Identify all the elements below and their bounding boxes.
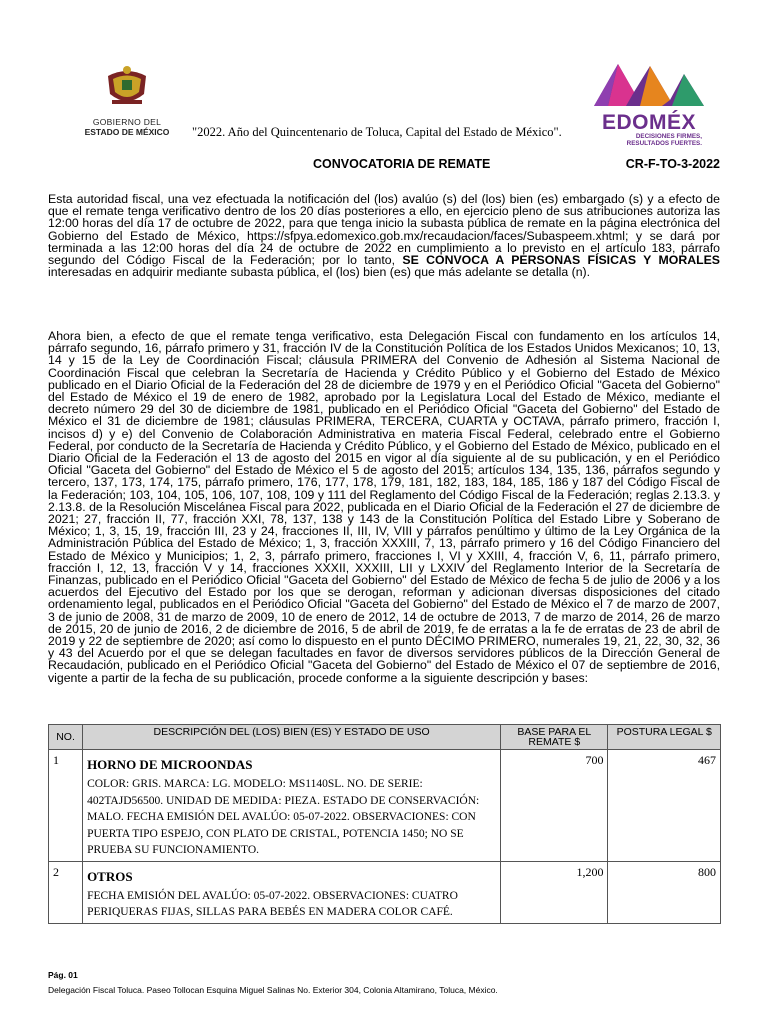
- footer-address: Delegación Fiscal Toluca. Paseo Tollocan Esquina Miguel Salinas No. Exterior 304, Colonia Altamirano, Toluca, México.: [48, 985, 498, 995]
- item-name: HORNO DE MICROONDAS: [87, 757, 253, 772]
- gobierno-logo: [72, 64, 182, 137]
- gob-line1: GOBIERNO DEL: [92, 117, 162, 127]
- row-base: 1,200: [501, 861, 608, 923]
- intro-text-b: interesadas en adquirir mediante subasta pública, el (los) bien (es) que más adelante se detalla (n).: [48, 265, 591, 280]
- table-row: [49, 750, 721, 862]
- header-description: DESCRIPCIÓN DEL (LOS) BIEN (ES) Y ESTADO DE USO: [83, 725, 501, 750]
- item-details: COLOR: GRIS. MARCA: LG. MODELO: MS1140SL. NO. DE SERIE: 402TAJD56500. UNIDAD DE MEDIDA: PIEZA. ESTADO DE CONSERVACIÓN: MALO. FECHA EMISIÓN DEL AVALÚO: 05-07-2022. OBSERVACIONES: CON PUERTA TIPO ESPEJO, CON PLATO DE CRISTAL, POTENCIA 1450; NO SE PRUEBA SU FUNCIONAMIENTO.: [87, 778, 480, 856]
- item-details: FECHA EMISIÓN DEL AVALÚO: 05-07-2022. OBSERVACIONES: CUATRO PERIQUERAS FIJAS, SILLAS PARA BEBÉS EN MADERA COLOR CAFÉ.: [87, 889, 458, 918]
- row-no: 2: [49, 861, 83, 923]
- table-header-row: [49, 725, 721, 750]
- intro-paragraph: [48, 193, 720, 278]
- page-number: Pág. 01: [48, 970, 78, 980]
- edomex-slogan-1: DECISIONES FIRMES,: [635, 133, 702, 140]
- row-postura: 467: [608, 750, 721, 862]
- edomex-slogan-2: RESULTADOS FUERTES.: [626, 140, 702, 147]
- row-base: 700: [501, 750, 608, 862]
- document-code: CR-F-TO-3-2022: [625, 157, 720, 171]
- row-postura: 800: [608, 861, 721, 923]
- edomex-peaks-icon: [588, 60, 710, 106]
- edomex-wordmark: EDOMÉX: [601, 111, 696, 134]
- edomex-logo: [588, 60, 710, 147]
- legal-basis-paragraph: Ahora bien, a efecto de que el remate tenga verificativo, esta Delegación Fiscal con fundamento en los artículos 14, párrafo segundo, 16, párrafo primero y 31, fracción IV de la Constitución Política de los Estados Unidos Mexicanos; 10, 13, 14 y 15 de la Ley de Coordinación Fiscal; cláusula PRIMERA del Convenio de Adhesión al Sistema Nacional de Coordinación Fiscal que celebran la Secretaría de Hacienda y Crédito Público y el Gobierno del Estado de México publicado en el Diario Oficial de la Federación del 28 de diciembre de 1979 y en el Periódico Oficial "Gaceta del Gobierno" del Estado de México el 19 de enero de 1982, aprobado por la Legislatura Local del Estado de México, mediante el decreto número 29 del 30 de diciembre de 1981, publicado en el Periódico Oficial "Gaceta del Gobierno" del Estado de México el 31 de diciembre de 1981; cláusulas PRIMERA, TERCERA, CUARTA y OCTAVA, párrafo primero, fracción I, incisos d) y e) del Convenio de Colaboración Administrativa en materia Fiscal Federal, celebrado entre el Gobierno Federal, por conducto de la Secretaría de Hacienda y Crédito Público, y el Gobierno del Estado de México, publicado en el Diario Oficial de la Federación el 13 de agosto del 2015 en vigor al día siguiente al de su publicación, y en el Periódico Oficial "Gaceta del Gobierno" del Estado de México el 5 de agosto del 2015; artículos 134, 135, 136, párrafos segundo y tercero, 137, 173, 174, 175, párrafo primero, 176, 177, 178, 179, 181, 182, 183, 184, 185, 186 y 187 del Código Fiscal de la Federación; 103, 104, 105, 106, 107, 108, 109 y 111 del Reglamento del Código Fiscal de la Federación; reglas 2.13.3. y 2.13.8. de la Resolución Miscelánea Fiscal para 2022, publicada en el Diario Oficial de la Federación el 27 de diciembre de 2021; 27, fracción II, 77, fracción XXI, 78, 137, 138 y 143 de la Constitución Política del Estado Libre y Soberano de México; 1, 3, 15, 19, fracción III, 23 y 24, fracciones II, III, IV, VIII y párrafos penúltimo y último de la Ley Orgánica de la Administración Pública del Estado de México; 1, 3, fracción XXXIII, 7, 13, párrafo primero y 16 del Código Financiero del Estado de México y Municipios; 1, 2, 3, párrafo primero, fracciones I, VI y XXIII, 4, fracción V, 6, 11, párrafo primero, fracción I, 12, 13, fracción V y 14, fracciones XXXII, XXXIII, LII y LXXIV del Reglamento Interior de la Secretaría de Finanzas, publicado en el Periódico Oficial "Gaceta del Gobierno" del Estado de México de fecha 5 de julio de 2006 y a los acuerdos del Ejecutivo del Estado por los que se derogan, reforman y adicionan diversas disposiciones del citado ordenamiento legal, publicados en el Periódico Oficial "Gaceta del Gobierno" del Estado de México el 7 de marzo de 2007, 3 de junio de 2008, 31 de marzo de 2009, 10 de enero de 2012, 14 de octubre de 2013, 7 de marzo de 2014, 26 de marzo de 2015, 20 de junio de 2016, 2 de diciembre de 2016, 5 de abril de 2019, fe de erratas a la fe de erratas de 23 de abril de 2019 y 22 de septiembre de 2020; así como lo dispuesto en el punto DÉCIMO PRIMERO, numerales 19, 21, 22, 30, 32, 36 y 43 del Acuerdo por el que se delegan facultades en favor de diversos servidores públicos de la Dirección General de Recaudación, publicado en el Periódico Oficial "Gaceta del Gobierno" del Estado de México el 07 de septiembre de 2016, vigente a partir de la fecha de su publicación, procede conforme a la siguiente descripción y bases:: [48, 329, 720, 685]
- row-description: [83, 750, 501, 862]
- document-title: CONVOCATORIA DE REMATE: [313, 157, 491, 171]
- goods-table: [48, 724, 721, 924]
- page-header: [0, 0, 768, 150]
- row-description: [83, 861, 501, 923]
- intro-bold-call: SE CONVOCA A PERSONAS FÍSICAS Y MORALES: [402, 253, 720, 268]
- row-no: 1: [49, 750, 83, 862]
- year-motto: "2022. Año del Quincentenario de Toluca, Capital del Estado de México".: [192, 125, 562, 139]
- table-row: [49, 861, 721, 923]
- header-postura: POSTURA LEGAL $: [608, 725, 721, 750]
- intro-text-a: Esta autoridad fiscal, una vez efectuada la notificación del (los) avalúo (s) del (los) bien (es) embargado (s) y a efecto de que el remate tenga verificativo dentro de los 20 días posteriores a ello, en ejercicio pleno de sus atribuciones autoriza las 12:00 horas del día 17 de octubre de 2022, para que tenga inicio la subasta pública de remate en la página electrónica del Gobierno del Estado de México, https://sfpya.edomexico.gob.mx/recaudacion/faces/Subaspeem.xhtml; y se dará por terminada a las 12:00 horas del día 24 de octubre de 2022 en cumplimiento a lo previsto en el artículo 183, párrafo segundo del Código Fiscal de la Federación; por lo tanto,: [48, 192, 720, 268]
- gob-line2: ESTADO DE MÉXICO: [84, 127, 170, 137]
- header-no: NO.: [49, 725, 83, 750]
- page-footer: [48, 970, 498, 995]
- coat-of-arms-icon: [102, 64, 152, 108]
- item-name: OTROS: [87, 868, 133, 884]
- header-base: BASE PARA EL REMATE $: [501, 725, 608, 750]
